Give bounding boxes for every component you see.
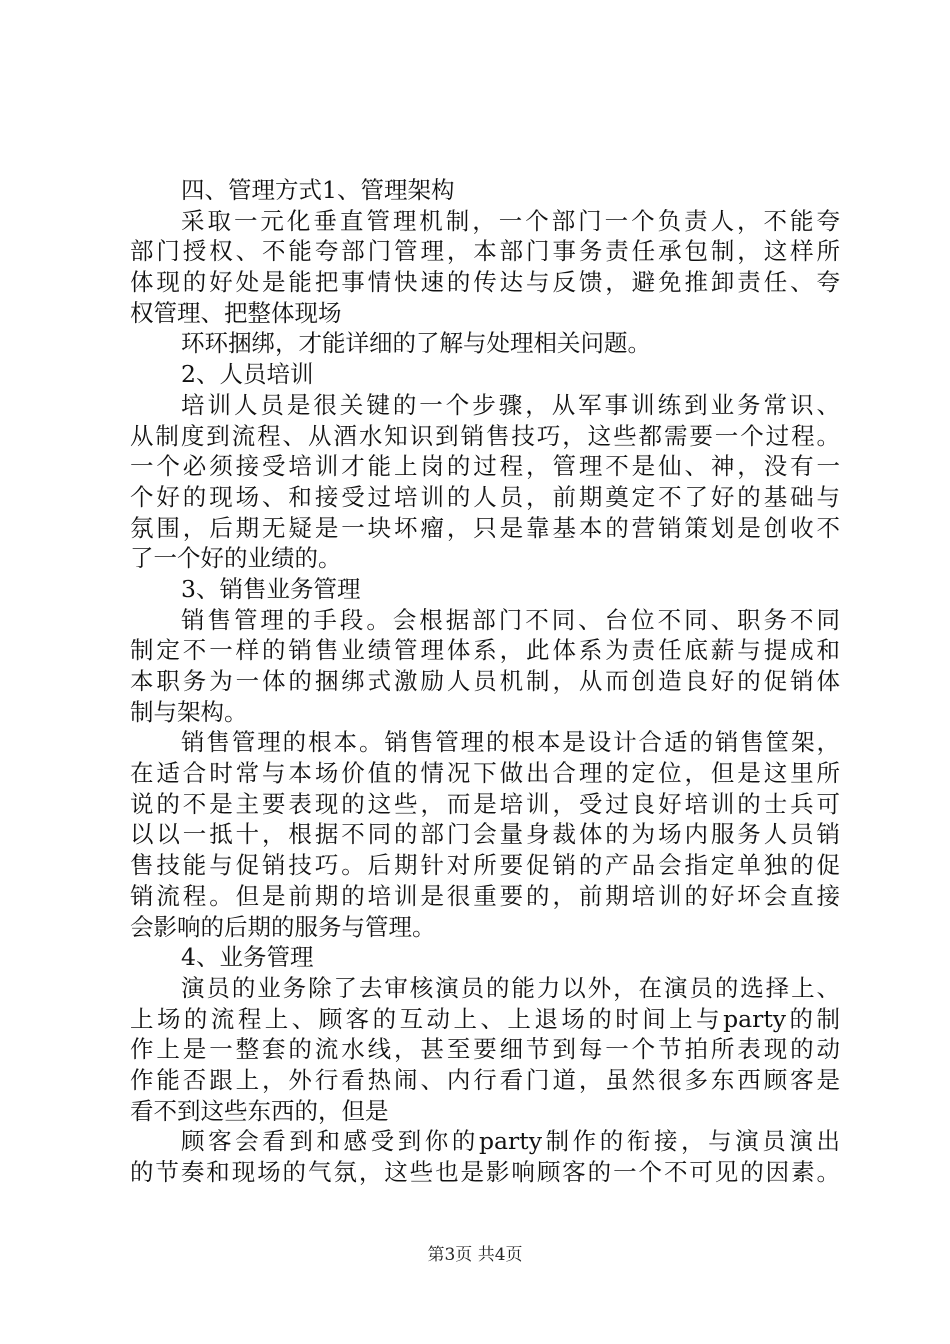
paragraph-line: 个好的现场、和接受过培训的人员，前期奠定不了好的基础与 [130,482,840,511]
paragraph-line: 作能否跟上，外行看热闹、内行看门道，虽然很多东西顾客是 [130,1065,840,1094]
paragraph-line: 部门授权、不能夸部门管理，本部门事务责任承包制，这样所 [130,237,840,266]
paragraph-line: 销售管理的根本。销售管理的根本是设计合适的销售筐架， [181,728,840,757]
paragraph-line: 氛围，后期无疑是一块坏瘤，只是靠基本的营销策划是创收不 [130,513,840,542]
paragraph-line: 从制度到流程、从酒水知识到销售技巧，这些都需要一个过程。 [130,421,840,450]
paragraph-line: 以以一抵十，根据不同的部门会量身裁体的为场内服务人员销 [130,820,840,849]
document-body [130,175,840,1188]
paragraph-line: 权管理、把整体现场 [130,298,342,327]
section-heading-sales-management: 3、销售业务管理 [181,574,361,603]
paragraph-line: 一个必须接受培训才能上岗的过程，管理不是仙、神，没有一 [130,452,840,481]
page-number-footer: 第3页 共4页 [427,1245,523,1265]
paragraph-line: 采取一元化垂直管理机制，一个部门一个负责人，不能夸 [181,206,840,235]
paragraph-line: 顾客会看到和感受到你的party制作的衔接，与演员演出 [181,1127,840,1156]
paragraph-line: 的节奏和现场的气氛，这些也是影响顾客的一个不可见的因素。 [130,1158,840,1186]
paragraph-line: 制定不一样的销售业绩管理体系，此体系为责任底薪与提成和 [130,636,840,665]
section-heading-business-management: 4、业务管理 [181,943,314,972]
paragraph-line: 了一个好的业绩的。 [130,544,342,573]
section-heading-staff-training: 2、人员培训 [181,360,314,389]
paragraph-line: 环环捆绑，才能详细的了解与处理相关问题。 [181,329,651,358]
paragraph-line: 售技能与促销技巧。后期针对所要促销的产品会指定单独的促 [130,851,840,880]
paragraph-line: 制与架构。 [130,697,248,726]
paragraph-line: 看不到这些东西的，但是 [130,1096,389,1125]
paragraph-line: 上场的流程上、顾客的互动上、上退场的时间上与party的制 [130,1004,840,1033]
paragraph-line: 在适合时常与本场价值的情况下做出合理的定位，但是这里所 [130,759,840,788]
paragraph-line: 培训人员是很关键的一个步骤，从军事训练到业务常识、 [181,390,840,419]
paragraph-line: 体现的好处是能把事情快速的传达与反馈，避免推卸责任、夸 [130,268,840,297]
section-heading-management-method: 四、管理方式1、管理架构 [181,176,455,204]
paragraph-line: 本职务为一体的捆绑式激励人员机制，从而创造良好的促销体 [130,667,840,695]
paragraph-line: 说的不是主要表现的这些，而是培训，受过良好培训的士兵可 [130,789,840,818]
paragraph-line: 演员的业务除了去审核演员的能力以外，在演员的选择上、 [181,973,840,1002]
paragraph-line: 销流程。但是前期的培训是很重要的，前期培训的好坏会直接 [130,881,840,910]
paragraph-line: 会影响的后期的服务与管理。 [130,912,436,941]
paragraph-line: 销售管理的手段。会根据部门不同、台位不同、职务不同 [181,605,840,634]
paragraph-line: 作上是一整套的流水线，甚至要细节到每一个节拍所表现的动 [130,1035,840,1064]
